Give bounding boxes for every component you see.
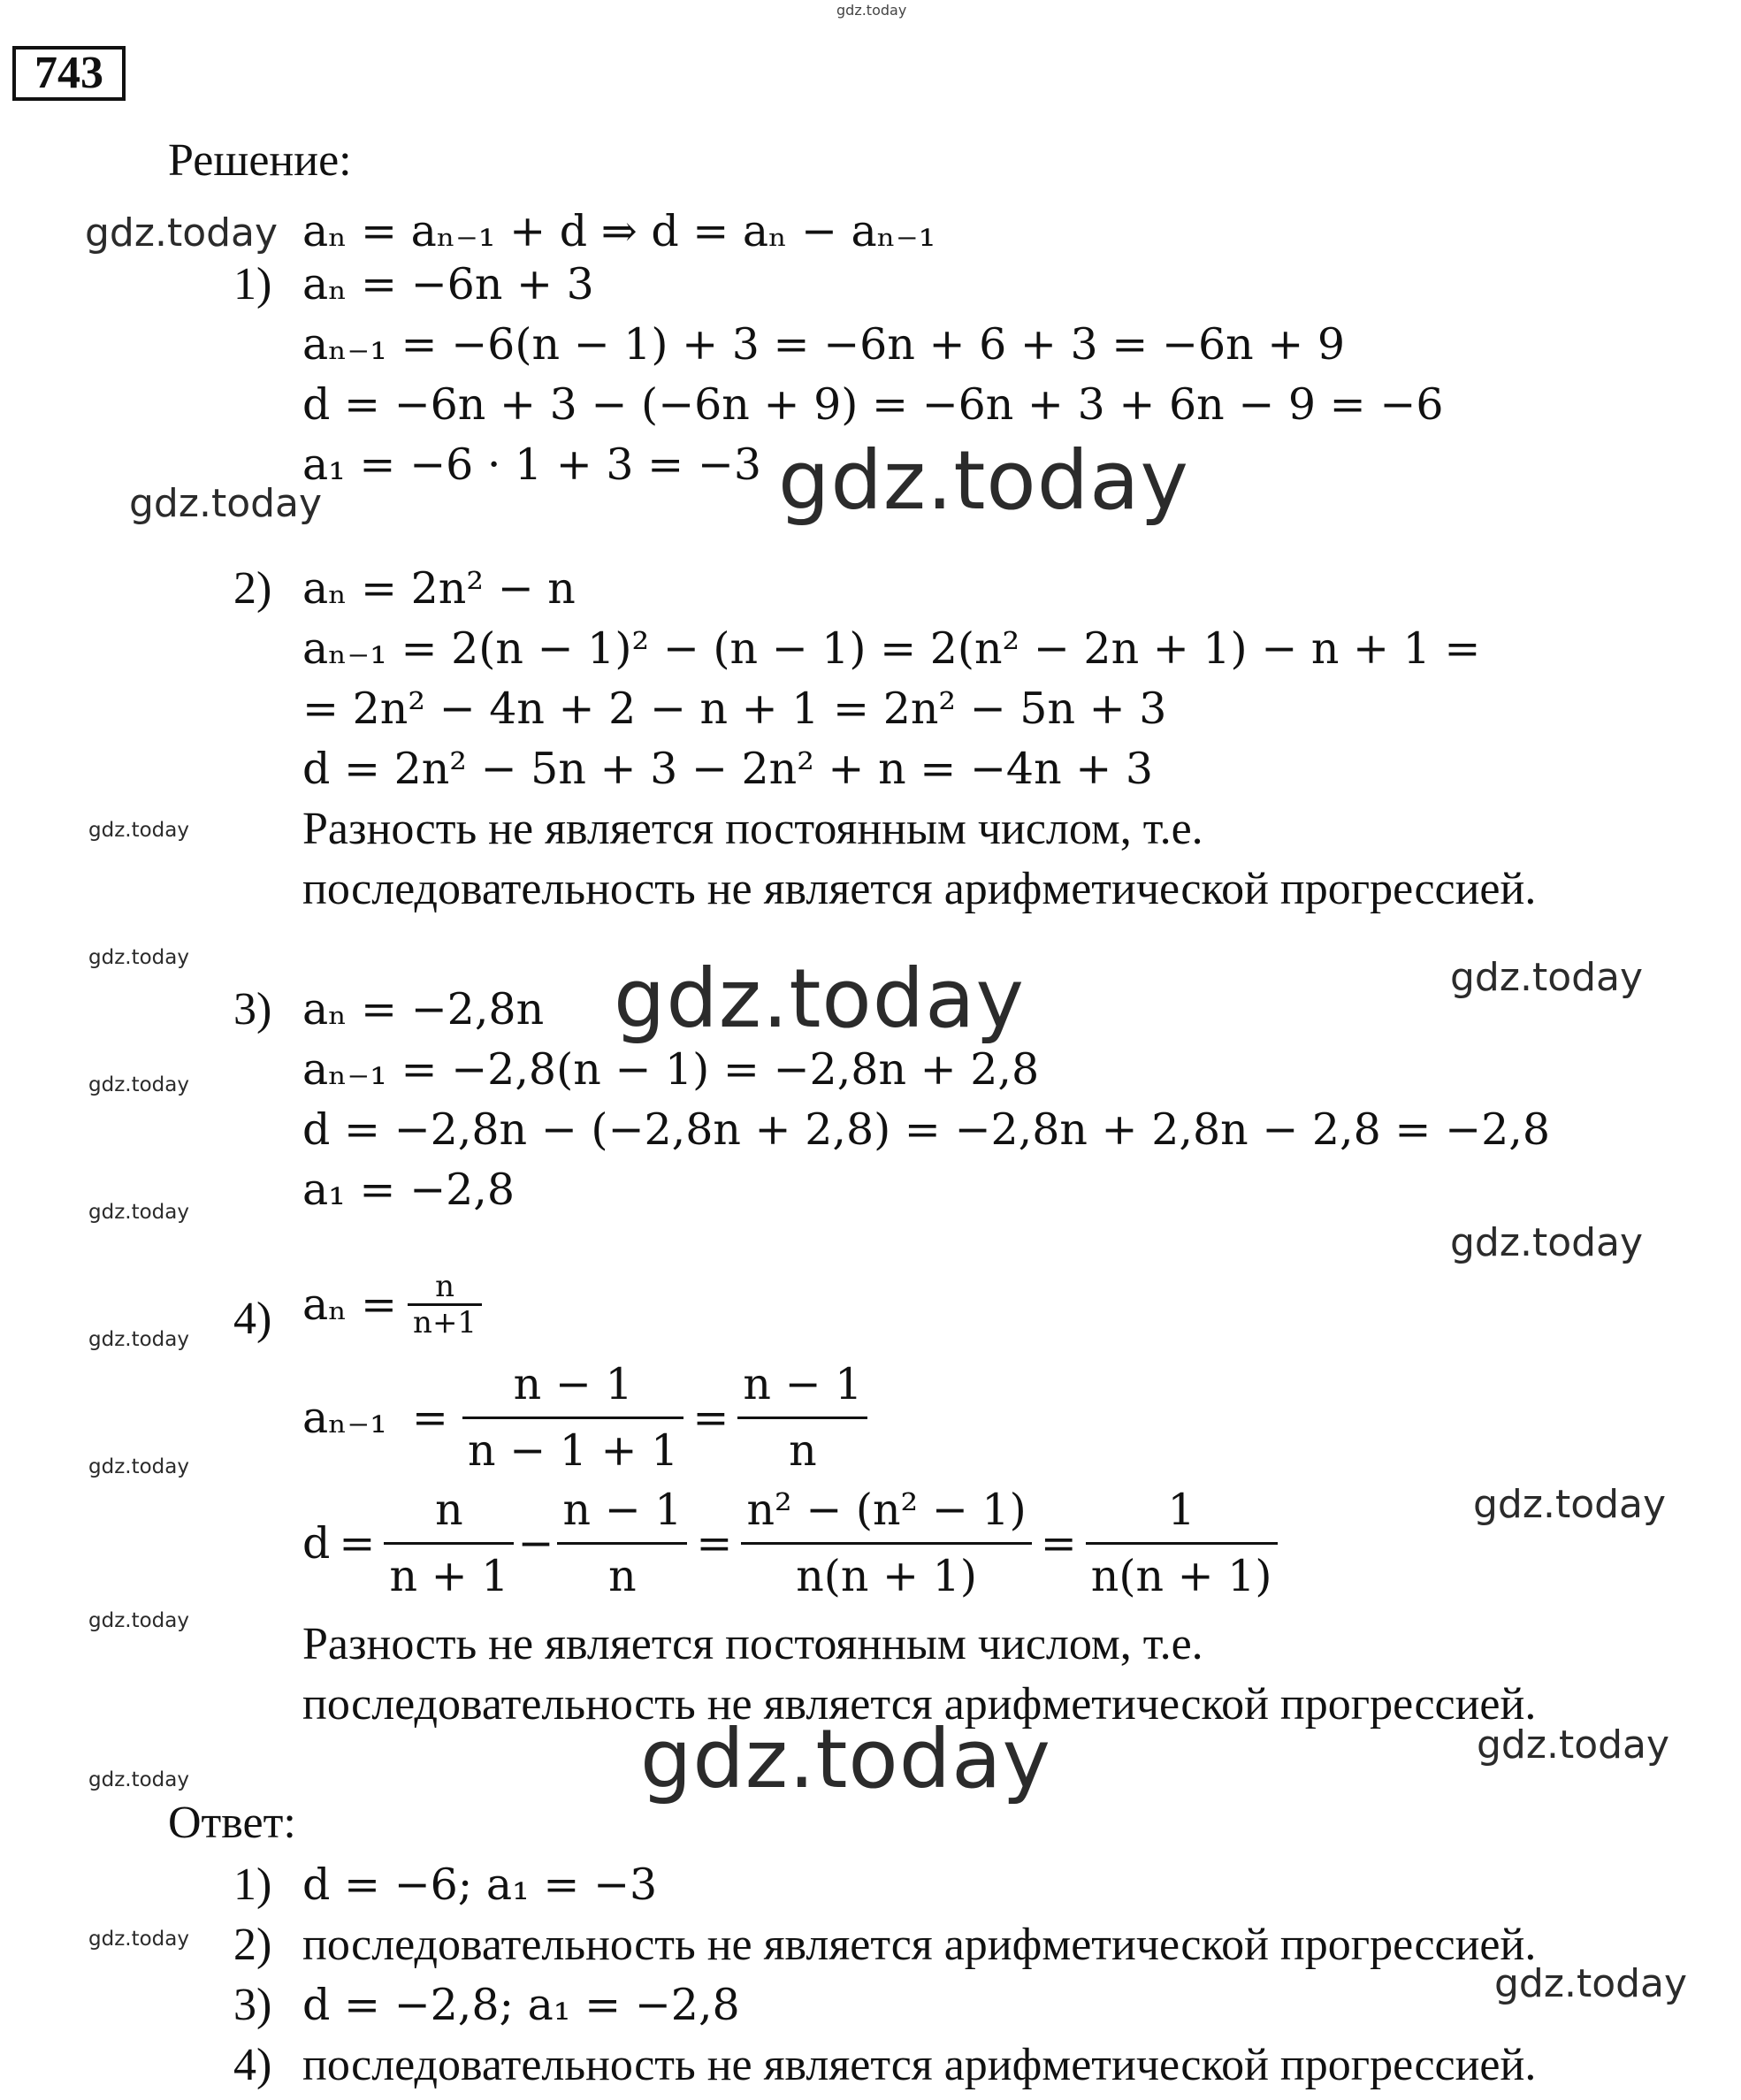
numerator: n − 1 bbox=[743, 1359, 863, 1409]
watermark: gdz.today bbox=[614, 951, 1025, 1046]
minus-sign: − bbox=[517, 1517, 554, 1569]
part4-d-lhs: d bbox=[302, 1517, 331, 1569]
denominator: n+1 bbox=[413, 1305, 477, 1340]
equals-sign: = bbox=[1040, 1517, 1077, 1569]
part4-number: 4) bbox=[233, 1294, 272, 1344]
part1-line: aₙ₋₁ = −6(n − 1) + 3 = −6n + 6 + 3 = −6n + 9 bbox=[302, 319, 1346, 370]
general-formula: aₙ = aₙ₋₁ + d ⇒ d = aₙ − aₙ₋₁ bbox=[302, 206, 936, 256]
equals-sign: = bbox=[339, 1517, 376, 1569]
part2-line: aₙ = 2n² − n bbox=[302, 563, 576, 614]
watermark: gdz.today bbox=[1450, 955, 1644, 1000]
part1-line: aₙ = −6n + 3 bbox=[302, 259, 594, 309]
watermark: gdz.today bbox=[88, 1768, 189, 1791]
part1-line: a₁ = −6 · 1 + 3 = −3 bbox=[302, 439, 762, 490]
part4-d-line bbox=[302, 1478, 1278, 1608]
part2-line: = 2n² − 4n + 2 − n + 1 = 2n² − 5n + 3 bbox=[302, 683, 1167, 734]
top-watermark: gdz.today bbox=[836, 2, 907, 19]
part2-line: aₙ₋₁ = 2(n − 1)² − (n − 1) = 2(n² − 2n + 1) − n + 1 = bbox=[302, 623, 1481, 674]
denominator: n bbox=[789, 1425, 817, 1476]
watermark: gdz.today bbox=[88, 1609, 189, 1632]
watermark: gdz.today bbox=[85, 210, 279, 256]
numerator: n − 1 bbox=[513, 1359, 633, 1409]
answer-item: d = −6; a₁ = −3 bbox=[302, 1859, 658, 1910]
numerator: n² − (n² − 1) bbox=[746, 1485, 1027, 1535]
denominator: n(n + 1) bbox=[796, 1551, 977, 1601]
equals-sign: = bbox=[692, 1392, 729, 1443]
fraction bbox=[462, 1353, 683, 1483]
part3-line: a₁ = −2,8 bbox=[302, 1165, 515, 1215]
part4-conclusion: последовательность не является арифметической прогрессией. bbox=[302, 1679, 1537, 1730]
numerator: 1 bbox=[1167, 1485, 1195, 1535]
part3-line: aₙ = −2,8n bbox=[302, 984, 545, 1035]
watermark: gdz.today bbox=[88, 819, 189, 842]
part4-an-line bbox=[302, 1270, 482, 1340]
part3-number: 3) bbox=[233, 984, 272, 1035]
watermark: gdz.today bbox=[778, 433, 1189, 528]
part3-line: aₙ₋₁ = −2,8(n − 1) = −2,8n + 2,8 bbox=[302, 1044, 1040, 1095]
answer-item: последовательность не является арифметической прогрессией. bbox=[302, 1920, 1537, 1970]
answer-item: последовательность не является арифметической прогрессией. bbox=[302, 2040, 1537, 2090]
watermark: gdz.today bbox=[88, 1928, 189, 1951]
fraction bbox=[737, 1353, 867, 1483]
part3-line: d = −2,8n − (−2,8n + 2,8) = −2,8n + 2,8n − 2,8 = −2,8 bbox=[302, 1104, 1550, 1155]
watermark: gdz.today bbox=[129, 481, 323, 526]
denominator: n + 1 bbox=[389, 1551, 509, 1601]
watermark: gdz.today bbox=[1494, 1961, 1688, 2006]
watermark: gdz.today bbox=[1477, 1722, 1670, 1768]
watermark: gdz.today bbox=[88, 1328, 189, 1351]
part2-number: 2) bbox=[233, 563, 272, 614]
denominator: n − 1 + 1 bbox=[467, 1425, 679, 1476]
denominator: n(n + 1) bbox=[1090, 1551, 1272, 1601]
watermark: gdz.today bbox=[1473, 1482, 1667, 1527]
part1-line: d = −6n + 3 − (−6n + 9) = −6n + 3 + 6n − 9 = −6 bbox=[302, 379, 1444, 430]
equals-sign: = bbox=[696, 1517, 733, 1569]
solution-heading: Решение: bbox=[168, 135, 352, 186]
answer-number: 2) bbox=[233, 1920, 272, 1970]
watermark: gdz.today bbox=[88, 946, 189, 969]
part2-conclusion: последовательность не является арифметической прогрессией. bbox=[302, 864, 1537, 914]
part4-an1-lhs: aₙ₋₁ bbox=[302, 1392, 387, 1443]
fraction bbox=[384, 1478, 514, 1608]
watermark: gdz.today bbox=[640, 1712, 1051, 1806]
fraction bbox=[741, 1478, 1031, 1608]
fraction bbox=[1086, 1478, 1278, 1608]
part4-an-lhs: aₙ = bbox=[302, 1279, 398, 1330]
fraction bbox=[557, 1478, 687, 1608]
watermark: gdz.today bbox=[88, 1455, 189, 1478]
watermark: gdz.today bbox=[1450, 1220, 1644, 1265]
part4-conclusion: Разность не является постоянным числом, т.е. bbox=[302, 1619, 1203, 1669]
answer-item: d = −2,8; a₁ = −2,8 bbox=[302, 1980, 740, 2030]
part2-line: d = 2n² − 5n + 3 − 2n² + n = −4n + 3 bbox=[302, 744, 1154, 794]
numerator: n − 1 bbox=[562, 1485, 683, 1535]
watermark: gdz.today bbox=[88, 1073, 189, 1096]
answer-number: 4) bbox=[233, 2040, 272, 2090]
answer-number: 3) bbox=[233, 1980, 272, 2030]
denominator: n bbox=[608, 1551, 637, 1601]
numerator: n bbox=[435, 1485, 463, 1535]
fraction bbox=[408, 1270, 482, 1340]
part4-an1-line bbox=[302, 1353, 867, 1483]
numerator: n bbox=[435, 1269, 455, 1304]
part2-conclusion: Разность не является постоянным числом, т.е. bbox=[302, 804, 1203, 854]
answer-heading: Ответ: bbox=[168, 1798, 296, 1848]
part1-number: 1) bbox=[233, 259, 272, 309]
equals-sign: = bbox=[411, 1392, 448, 1443]
watermark: gdz.today bbox=[88, 1201, 189, 1224]
problem-number: 743 bbox=[12, 46, 126, 101]
answer-number: 1) bbox=[233, 1859, 272, 1910]
